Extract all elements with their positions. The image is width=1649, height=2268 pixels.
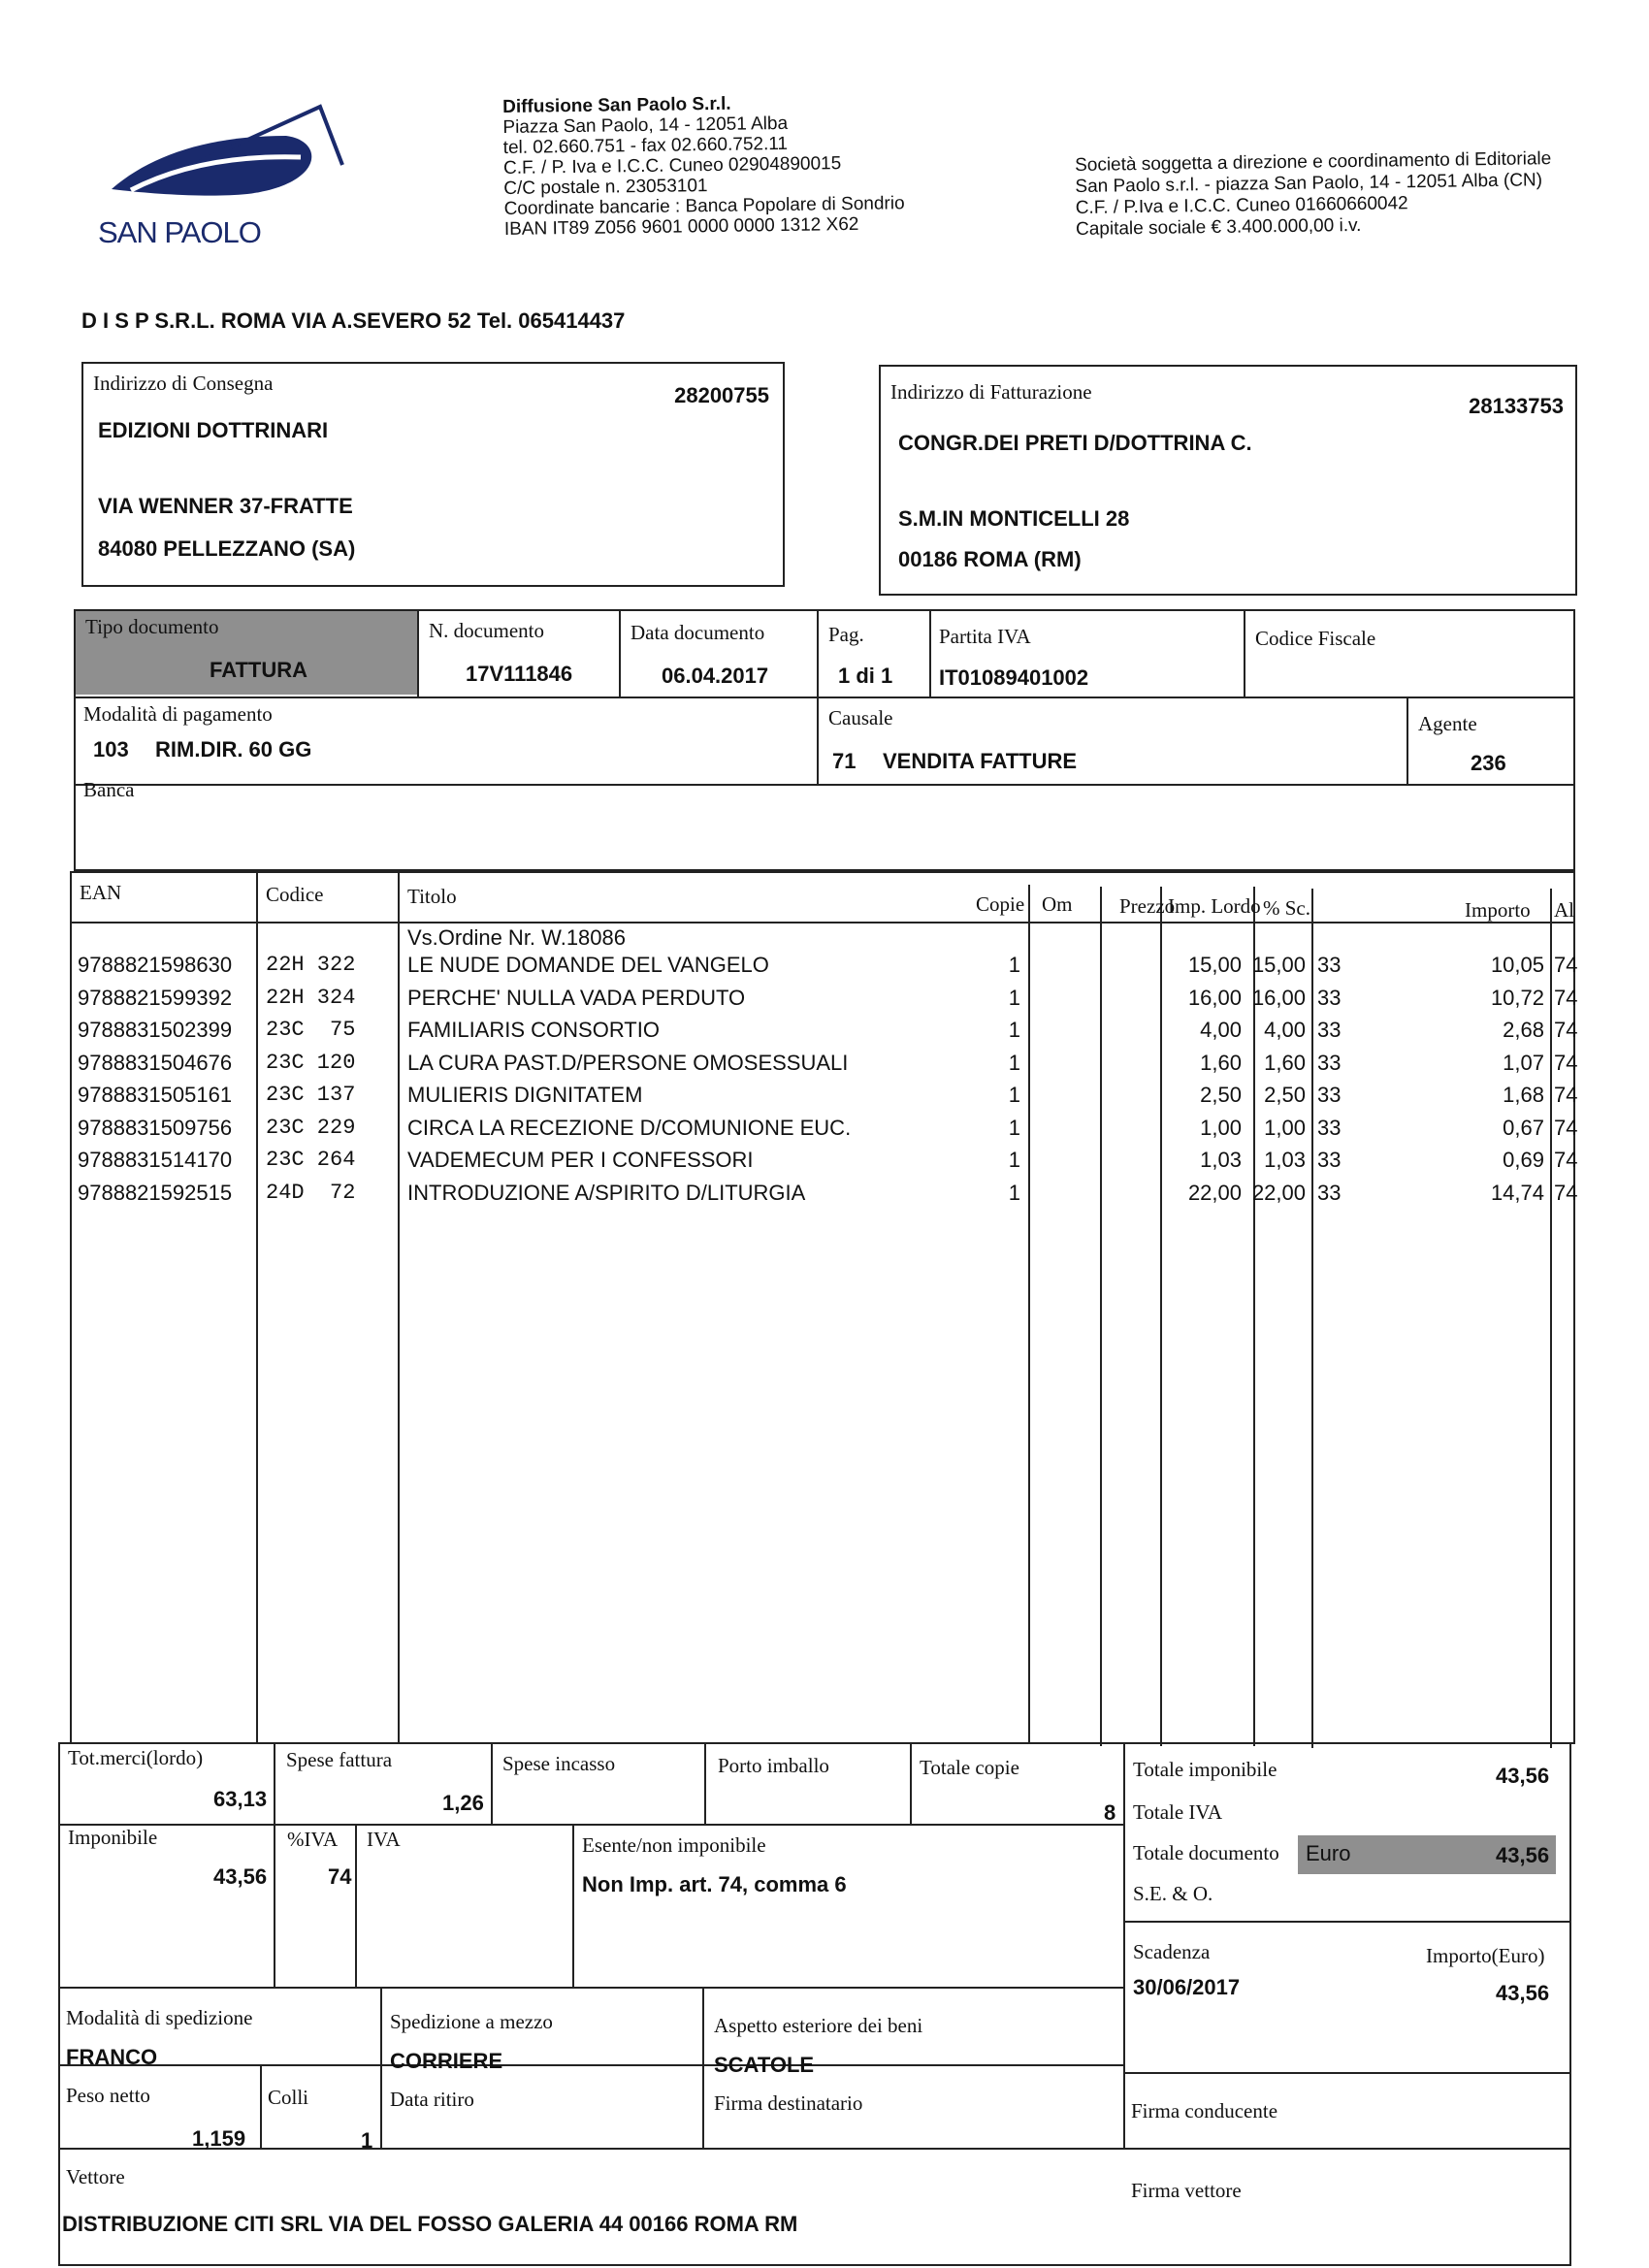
vat-value: IT01089401002 bbox=[939, 665, 1089, 690]
company-line: Piazza San Paolo, 14 - 12051 Alba bbox=[502, 113, 789, 138]
document-date-label: Data documento bbox=[630, 621, 765, 644]
cell-gross: 1,03 bbox=[1264, 1148, 1306, 1172]
porto-label: Porto imballo bbox=[718, 1754, 829, 1777]
imponibile-label: Imponibile bbox=[68, 1826, 158, 1849]
driver-signature-label: Firma conducente bbox=[1131, 2099, 1278, 2122]
imponibile-total-label: Totale imponibile bbox=[1133, 1758, 1277, 1781]
page-value: 1 di 1 bbox=[838, 664, 893, 688]
esente-label: Esente/non imponibile bbox=[582, 1833, 766, 1857]
cause-label: Causale bbox=[828, 706, 893, 729]
fiscal-code-label: Codice Fiscale bbox=[1255, 627, 1376, 650]
cell-amount: 1,07 bbox=[1503, 1050, 1544, 1075]
shipping-mode-label: Modalità di spedizione bbox=[66, 2006, 253, 2029]
cell-code: 23C 75 bbox=[266, 1018, 356, 1042]
company-line: C/C postale n. 23053101 bbox=[503, 176, 708, 199]
merci-value: 63,13 bbox=[213, 1787, 268, 1811]
col-header-discount: % Sc. bbox=[1263, 896, 1310, 920]
cell-title: VADEMECUM PER I CONFESSORI bbox=[407, 1148, 754, 1172]
cell-price: 15,00 bbox=[1187, 953, 1242, 977]
delivery-name: EDIZIONI DOTTRINARI bbox=[98, 418, 329, 442]
importo-value: 43,56 bbox=[1496, 1981, 1550, 2005]
cell-gross: 4,00 bbox=[1264, 1018, 1306, 1042]
cell-amount: 1,68 bbox=[1503, 1083, 1544, 1107]
cell-price: 2,50 bbox=[1200, 1083, 1242, 1107]
cell-code: 22H 322 bbox=[266, 953, 356, 977]
weight-value: 1,159 bbox=[192, 2126, 246, 2151]
cell-al: 74 bbox=[1554, 1018, 1578, 1042]
col-header-code: Codice bbox=[266, 883, 324, 906]
shipping-mode-value: FRANCO bbox=[66, 2045, 158, 2069]
cell-copies: 1 bbox=[1008, 1180, 1020, 1205]
cell-discount: 33 bbox=[1317, 1083, 1342, 1107]
recipient-signature-label: Firma destinatario bbox=[714, 2091, 863, 2115]
billing-label: Indirizzo di Fatturazione bbox=[890, 380, 1092, 404]
cell-ean: 9788821598630 bbox=[78, 953, 233, 977]
distributor-line: D I S P S.R.L. ROMA VIA A.SEVERO 52 Tel. 065414437 bbox=[81, 308, 626, 333]
document-type-value: FATTURA bbox=[210, 658, 308, 682]
col-header-copies: Copie bbox=[976, 892, 1025, 916]
cell-title: MULIERIS DIGNITATEM bbox=[407, 1083, 643, 1107]
payment-code: 103 bbox=[93, 737, 129, 761]
col-header-gross: Imp. Lordo bbox=[1168, 894, 1261, 918]
cell-price: 1,03 bbox=[1200, 1148, 1242, 1172]
se-label: S.E. & O. bbox=[1133, 1882, 1213, 1905]
order-reference: Vs.Ordine Nr. W.18086 bbox=[407, 925, 626, 950]
copie-total-label: Totale copie bbox=[920, 1756, 1019, 1779]
delivery-code: 28200755 bbox=[674, 383, 769, 407]
document-number-value: 17V111846 bbox=[466, 662, 573, 686]
delivery-label: Indirizzo di Consegna bbox=[93, 372, 274, 395]
importo-label: Importo(Euro) bbox=[1426, 1944, 1545, 1967]
cell-al: 74 bbox=[1554, 1180, 1578, 1205]
documento-total-label: Totale documento bbox=[1133, 1841, 1279, 1864]
cell-amount: 10,05 bbox=[1490, 953, 1544, 977]
weight-label: Peso netto bbox=[66, 2084, 150, 2107]
cell-discount: 33 bbox=[1317, 1180, 1342, 1205]
group-notice-line: Società soggetta a direzione e coordinamento di Editoriale bbox=[1075, 148, 1552, 176]
cell-copies: 1 bbox=[1008, 953, 1020, 977]
cell-gross: 1,00 bbox=[1264, 1115, 1306, 1140]
cell-al: 74 bbox=[1554, 1050, 1578, 1075]
company-name: Diffusione San Paolo S.r.l. bbox=[502, 93, 731, 117]
cell-discount: 33 bbox=[1317, 985, 1342, 1010]
group-notice-line: Capitale sociale € 3.400.000,00 i.v. bbox=[1075, 214, 1362, 240]
cell-al: 74 bbox=[1554, 1083, 1578, 1107]
cell-amount: 0,69 bbox=[1503, 1148, 1544, 1172]
agent-value: 236 bbox=[1471, 751, 1506, 775]
cell-price: 1,00 bbox=[1200, 1115, 1242, 1140]
copie-total-value: 8 bbox=[1104, 1800, 1116, 1825]
agent-label: Agente bbox=[1418, 712, 1477, 735]
cell-ean: 9788831509756 bbox=[78, 1115, 233, 1140]
esente-value: Non Imp. art. 74, comma 6 bbox=[582, 1872, 847, 1896]
cell-discount: 33 bbox=[1317, 1018, 1342, 1042]
cell-copies: 1 bbox=[1008, 1083, 1020, 1107]
col-header-ean: EAN bbox=[80, 881, 122, 904]
cell-code: 23C 137 bbox=[266, 1083, 356, 1107]
shipping-means-label: Spedizione a mezzo bbox=[390, 2010, 553, 2033]
cell-copies: 1 bbox=[1008, 1148, 1020, 1172]
cell-price: 16,00 bbox=[1187, 985, 1242, 1010]
iva-total-label: Totale IVA bbox=[1133, 1800, 1223, 1824]
cell-gross: 2,50 bbox=[1264, 1083, 1306, 1107]
payment-value: RIM.DIR. 60 GG bbox=[155, 737, 312, 761]
pickup-label: Data ritiro bbox=[390, 2088, 474, 2111]
delivery-city: 84080 PELLEZZANO (SA) bbox=[98, 536, 356, 561]
cell-ean: 9788831504676 bbox=[78, 1050, 233, 1075]
billing-street: S.M.IN MONTICELLI 28 bbox=[898, 506, 1130, 531]
group-notice-line: San Paolo s.r.l. - piazza San Paolo, 14 - 12051 Alba (CN) bbox=[1075, 170, 1543, 197]
cell-amount: 10,72 bbox=[1490, 985, 1544, 1010]
cell-discount: 33 bbox=[1317, 1050, 1342, 1075]
cell-gross: 1,60 bbox=[1264, 1050, 1306, 1075]
cell-gross: 16,00 bbox=[1251, 985, 1306, 1010]
carrier-value: DISTRIBUZIONE CITI SRL VIA DEL FOSSO GALERIA 44 00166 ROMA RM bbox=[62, 2212, 798, 2236]
billing-code: 28133753 bbox=[1469, 394, 1564, 418]
documento-total-value: 43,56 bbox=[1496, 1843, 1550, 1867]
iva-pct-label: %IVA bbox=[287, 1828, 339, 1851]
cell-title: FAMILIARIS CONSORTIO bbox=[407, 1018, 660, 1042]
cell-copies: 1 bbox=[1008, 985, 1020, 1010]
cell-ean: 9788821592515 bbox=[78, 1180, 233, 1205]
aspect-value: SCATOLE bbox=[714, 2053, 815, 2077]
cell-price: 4,00 bbox=[1200, 1018, 1242, 1042]
spese-incasso-label: Spese incasso bbox=[502, 1752, 616, 1775]
col-header-amount: Importo bbox=[1465, 898, 1531, 922]
group-notice-line: C.F. / P.Iva e I.C.C. Cuneo 01660660042 bbox=[1075, 193, 1408, 218]
company-line: C.F. / P. Iva e I.C.C. Cuneo 02904890015 bbox=[502, 153, 842, 178]
colli-value: 1 bbox=[361, 2128, 373, 2153]
cell-title: INTRODUZIONE A/SPIRITO D/LITURGIA bbox=[407, 1180, 806, 1205]
imponibile-value: 43,56 bbox=[213, 1864, 268, 1889]
carrier-signature-label: Firma vettore bbox=[1131, 2179, 1242, 2202]
cell-ean: 9788821599392 bbox=[78, 985, 233, 1010]
cell-code: 23C 120 bbox=[266, 1050, 356, 1075]
logo-name: SAN PAOLO bbox=[98, 215, 261, 249]
imponibile-total-value: 43,56 bbox=[1496, 1764, 1550, 1788]
cell-copies: 1 bbox=[1008, 1050, 1020, 1075]
cell-copies: 1 bbox=[1008, 1115, 1020, 1140]
merci-label: Tot.merci(lordo) bbox=[68, 1746, 204, 1769]
cell-code: 24D 72 bbox=[266, 1180, 356, 1205]
col-header-om: Om bbox=[1042, 892, 1073, 916]
cell-discount: 33 bbox=[1317, 953, 1342, 977]
document-number-label: N. documento bbox=[429, 619, 544, 642]
col-header-al: Al bbox=[1554, 898, 1574, 922]
bank-label: Banca bbox=[83, 778, 135, 801]
documento-currency: Euro bbox=[1306, 1841, 1351, 1865]
cell-title: PERCHE' NULLA VADA PERDUTO bbox=[407, 985, 746, 1010]
cell-title: LE NUDE DOMANDE DEL VANGELO bbox=[407, 953, 769, 977]
scadenza-value: 30/06/2017 bbox=[1133, 1975, 1241, 1999]
cell-gross: 22,00 bbox=[1251, 1180, 1306, 1205]
cell-gross: 15,00 bbox=[1251, 953, 1306, 977]
col-header-price: Prezzo bbox=[1119, 894, 1176, 918]
vat-label: Partita IVA bbox=[939, 625, 1031, 648]
cell-title: CIRCA LA RECEZIONE D/COMUNIONE EUC. bbox=[407, 1115, 852, 1140]
cell-copies: 1 bbox=[1008, 1018, 1020, 1042]
cell-ean: 9788831502399 bbox=[78, 1018, 233, 1042]
delivery-street: VIA WENNER 37-FRATTE bbox=[98, 494, 353, 518]
company-line: IBAN IT89 Z056 9601 0000 0000 1312 X62 bbox=[503, 213, 859, 240]
page-label: Pag. bbox=[828, 623, 864, 646]
cell-ean: 9788831505161 bbox=[78, 1083, 233, 1107]
cell-al: 74 bbox=[1554, 985, 1578, 1010]
cell-al: 74 bbox=[1554, 1148, 1578, 1172]
colli-label: Colli bbox=[268, 2086, 309, 2109]
cell-amount: 0,67 bbox=[1503, 1115, 1544, 1140]
cell-amount: 2,68 bbox=[1503, 1018, 1544, 1042]
cell-al: 74 bbox=[1554, 953, 1578, 977]
cell-discount: 33 bbox=[1317, 1115, 1342, 1140]
payment-label: Modalità di pagamento bbox=[83, 702, 273, 726]
company-line: tel. 02.660.751 - fax 02.660.752.11 bbox=[502, 133, 789, 158]
cell-ean: 9788831514170 bbox=[78, 1148, 233, 1172]
cell-discount: 33 bbox=[1317, 1148, 1342, 1172]
carrier-label: Vettore bbox=[66, 2165, 125, 2188]
cell-al: 74 bbox=[1554, 1115, 1578, 1140]
billing-city: 00186 ROMA (RM) bbox=[898, 547, 1082, 571]
aspect-label: Aspetto esteriore dei beni bbox=[714, 2014, 923, 2037]
document-type-label: Tipo documento bbox=[85, 615, 219, 638]
iva-pct-value: 74 bbox=[328, 1864, 352, 1889]
cell-amount: 14,74 bbox=[1490, 1180, 1544, 1205]
cell-price: 1,60 bbox=[1200, 1050, 1242, 1075]
cause-code: 71 bbox=[832, 749, 857, 773]
scadenza-label: Scadenza bbox=[1133, 1940, 1211, 1963]
iva-label: IVA bbox=[367, 1828, 401, 1851]
col-header-title: Titolo bbox=[407, 885, 457, 908]
cell-code: 22H 324 bbox=[266, 985, 356, 1010]
cell-code: 23C 264 bbox=[266, 1148, 356, 1172]
cell-code: 23C 229 bbox=[266, 1115, 356, 1140]
document-date-value: 06.04.2017 bbox=[662, 664, 769, 688]
spese-fattura-value: 1,26 bbox=[442, 1791, 484, 1815]
billing-name: CONGR.DEI PRETI D/DOTTRINA C. bbox=[898, 431, 1252, 455]
spese-fattura-label: Spese fattura bbox=[286, 1748, 393, 1771]
shipping-means-value: CORRIERE bbox=[390, 2049, 503, 2073]
cause-value: VENDITA FATTURE bbox=[883, 749, 1078, 773]
company-line: Coordinate bancarie : Banca Popolare di Sondrio bbox=[503, 193, 905, 219]
cell-title: LA CURA PAST.D/PERSONE OMOSESSUALI bbox=[407, 1050, 849, 1075]
cell-price: 22,00 bbox=[1187, 1180, 1242, 1205]
